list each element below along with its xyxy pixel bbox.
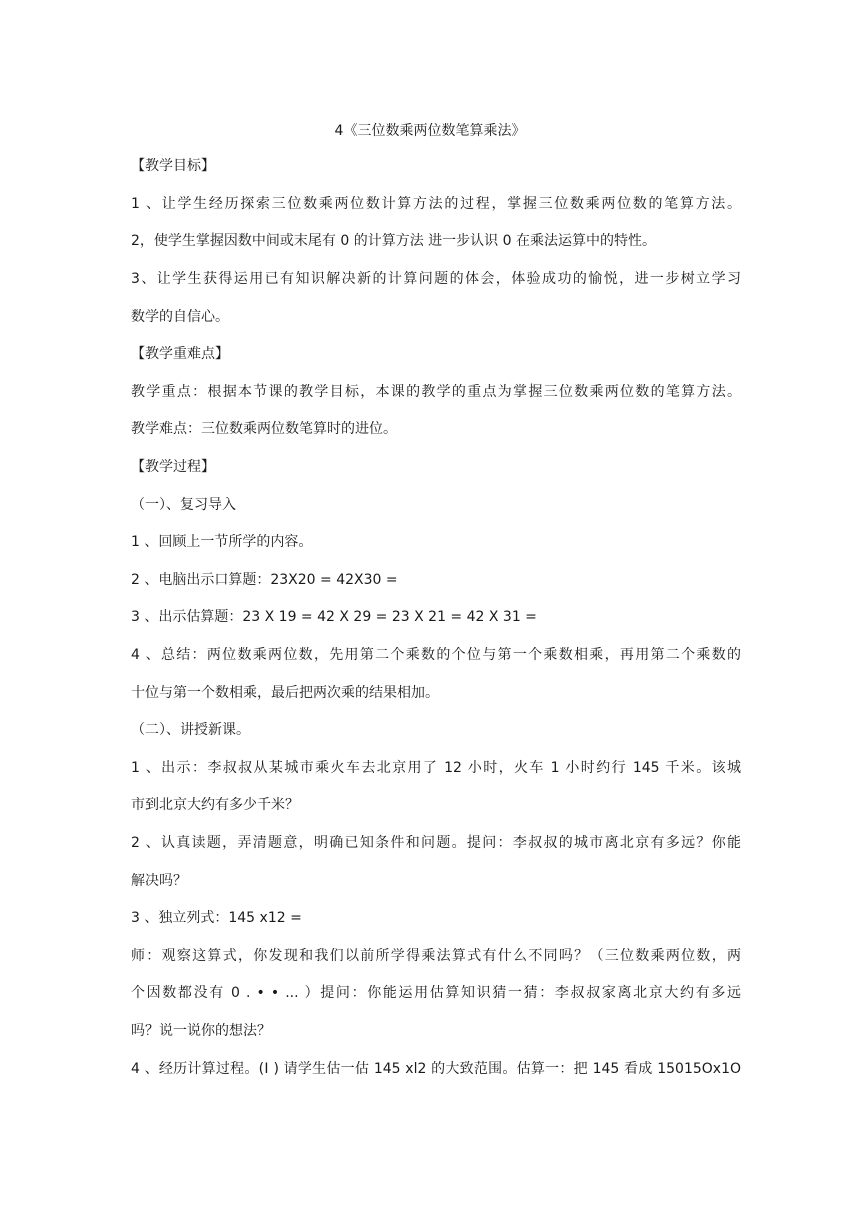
- paragraph-line: 1 、出示：李叔叔从某城市乘火车去北京用了 12 小时，火车 1 小时约行 145 千米。该城: [131, 760, 741, 776]
- paragraph-line: 2 、电脑出示口算题：23X20 = 42X30 =: [131, 572, 398, 588]
- heading-objectives: 【教学目标】: [131, 158, 215, 174]
- paragraph-line: 1 、回顾上一节所学的内容。: [131, 534, 313, 550]
- paragraph-line: 数学的自信心。: [131, 309, 229, 325]
- paragraph-line: 3、让学生获得运用已有知识解决新的计算问题的体会，体验成功的愉悦，进一步树立学习: [131, 271, 741, 287]
- paragraph-line: 教学重点：根据本节课的教学目标，本课的教学的重点为掌握三位数乘两位数的笔算方法。: [131, 384, 741, 400]
- paragraph-line: 3 、出示估算题：23 X 19 = 42 X 29 = 23 X 21 = 42 X 31 =: [131, 609, 537, 625]
- paragraph-line: 吗？说一说你的想法？: [131, 1023, 271, 1039]
- paragraph-line: 4 、经历计算过程。(Ⅰ ) 请学生估一估 145 xl2 的大致范围。估算一：把 145 看成 15015Ox1O: [131, 1061, 741, 1077]
- paragraph-line: 2，使学生掌握因数中间或末尾有 0 的计算方法 进一步认识 0 在乘法运算中的特性。: [131, 233, 656, 249]
- paragraph-line: 4 、总结：两位数乘两位数，先用第二个乘数的个位与第一个乘数相乘，再用第二个乘数的: [131, 647, 741, 663]
- paragraph-line: 师：观察这算式，你发现和我们以前所学得乘法算式有什么不同吗？（三位数乘两位数，两: [131, 948, 741, 964]
- paragraph-line: 解决吗？: [131, 873, 187, 889]
- heading-key-points: 【教学重难点】: [131, 346, 229, 362]
- document-title: 4《三位数乘两位数笔算乘法》: [334, 123, 526, 139]
- paragraph-line: 3 、独立列式：145 x12 =: [131, 910, 302, 926]
- paragraph-line: 1 、让学生经历探索三位数乘两位数计算方法的过程，掌握三位数乘两位数的笔算方法。: [131, 196, 741, 212]
- heading-process: 【教学过程】: [131, 459, 215, 475]
- paragraph-line: 市到北京大约有多少千米？: [131, 797, 299, 813]
- paragraph-line: 教学难点：三位数乘两位数笔算时的进位。: [131, 421, 397, 437]
- section-heading: （二）、讲授新课。: [131, 722, 250, 738]
- section-heading: （一）、复习导入: [131, 497, 236, 513]
- paragraph-line: 2 、认真读题，弄清题意，明确已知条件和问题。提问：李叔叔的城市离北京有多远？你能: [131, 835, 741, 851]
- paragraph-line: 十位与第一个数相乘，最后把两次乘的结果相加。: [131, 685, 439, 701]
- paragraph-line: 个因数都没有 0 . • • ... ）提问：你能运用估算知识猜一猜：李叔叔家离北京大约有多远: [131, 985, 741, 1001]
